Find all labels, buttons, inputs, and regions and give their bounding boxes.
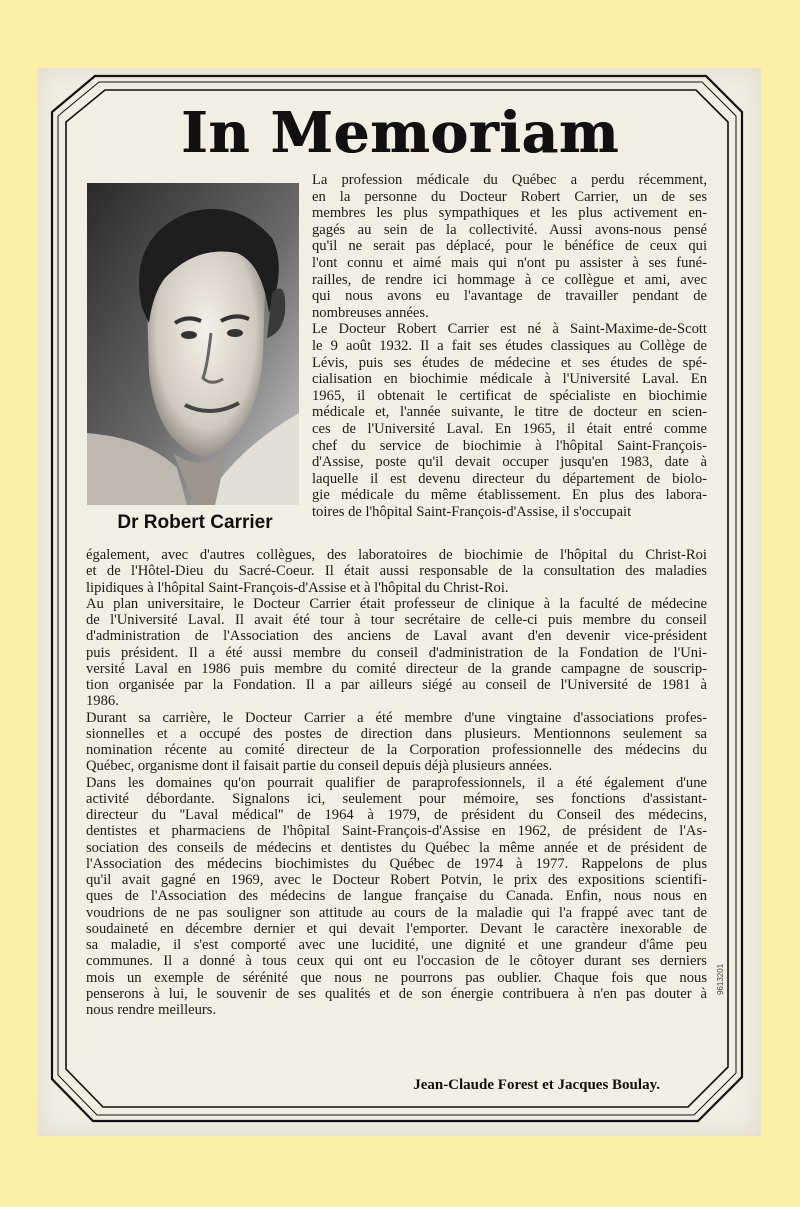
text-line: railles, de rendre ici hommage à ce collègue et ami, avec — [312, 271, 707, 288]
text-line: chef du service de biochimie à l'hôpital Saint-François- — [312, 437, 707, 454]
text-line: 1965, il obtenait le certificat de spécialiste en biochimie — [312, 387, 707, 404]
text-line: Durant sa carrière, le Docteur Carrier a été membre d'une vingtaine d'associations profes- — [86, 709, 707, 726]
text-line: d'administration de l'Association des anciens de Laval avant d'en devenir vice-président — [86, 628, 707, 645]
text-line: gie médicale du même établissement. En plus des labora- — [312, 487, 707, 504]
text-line: penserons à lui, le souvenir de ses qualités et de son énergie contribuera à n'en pas douter à — [86, 985, 707, 1002]
text-line: voudrions de ne pas souligner son attitude au cours de la maladie qui l'a frappé avec tant de — [86, 904, 707, 921]
text-line: Québec, organisme dont il faisait partie du conseil depuis déjà plusieurs années. — [86, 758, 553, 775]
text-line: soudaineté en décembre dernier et qui devait l'emporter. Devant le caractère inexorable de — [86, 920, 707, 937]
text-line: qu'il ne serait pas déplacé, pour le bénéfice de ceux qui — [312, 238, 707, 255]
text-line: l'ont connu et aimé mais qui n'ont pu assister à ses funé- — [312, 254, 707, 271]
text-line: en la personne du Docteur Robert Carrier, un de ses — [312, 188, 707, 205]
text-line: ces de l'Université Laval. En 1965, il était entré comme — [312, 420, 707, 437]
author-signature: Jean-Claude Forest et Jacques Boulay. — [413, 1077, 660, 1093]
paragraph — [312, 172, 707, 321]
paragraph — [86, 710, 707, 775]
paragraph — [86, 775, 707, 1019]
text-line: communes. Il a donné à tous ceux qui ont eu l'occasion de le côtoyer durant ses derniers — [86, 953, 707, 970]
text-line: cialisation en biochimie médicale à l'Université Laval. En — [312, 371, 707, 388]
text-line: 1986. — [86, 693, 119, 710]
text-line: qui nous avons eu l'avantage de travailler pendant de — [312, 288, 707, 305]
text-line: nombreuses années. — [312, 304, 429, 321]
text-line: laquelle il est devenu directeur du département de biolo- — [312, 470, 707, 487]
text-line: activité débordante. Signalons ici, seulement pour mémoire, ses fonctions d'assistant- — [86, 790, 707, 807]
text-line: qu'il avait gagné en 1969, avec le Docteur Robert Potvin, le prix des expositions scientifi- — [86, 872, 707, 888]
text-line: sionnelles et a occupé des postes de direction dans plusieurs. Mentionnons seulement sa — [86, 725, 707, 742]
text-line: et de l'Hôtel-Dieu du Sacré-Coeur. Il était aussi responsable de la consultation des maladies — [86, 563, 707, 580]
text-line: nous rendre meilleurs. — [86, 1002, 217, 1018]
text-line: tion organisée par la Fondation. Il a par ailleurs siégé au conseil de l'Université de 1981 à — [86, 677, 707, 693]
text-line: de l'Université Laval. Il avait été tour à tour secrétaire de celle-ci puis membre du conseil — [86, 612, 707, 628]
text-line: lipidiques à l'hôpital Saint-François-d'Assise et à l'hôpital du Christ-Roi. — [86, 579, 509, 596]
text-line: membres les plus sympathiques et les plus activement en- — [312, 205, 707, 222]
text-line: Le Docteur Robert Carrier est né à Saint-Maxime-de-Scott — [312, 321, 707, 338]
paragraph — [312, 321, 707, 520]
portrait-photo — [87, 183, 299, 505]
text-line: directeur du ''Laval médical'' de 1964 à 1979, de président du Conseil des médecins, — [86, 807, 707, 823]
text-line: ques de l'Association des médecins de langue française du Canada. Enfin, nous nous en — [86, 888, 707, 905]
text-line: gagés au sein de la collectivité. Aussi avons-nous pensé — [312, 221, 707, 238]
text-line: le 9 août 1932. Il a fait ses études classiques au Collège de — [312, 337, 707, 354]
margin-code: 9613201 — [716, 963, 725, 995]
article-column — [312, 172, 707, 520]
text-line: l'Association des médecins biochimistes du Québec de 1974 à 1977. Rappelons de plus — [86, 855, 707, 872]
photo-caption: Dr Robert Carrier — [117, 512, 273, 533]
text-line: Dans les domaines qu'on pourrait qualifier de paraprofessionnels, il a été également d'une — [86, 774, 707, 791]
text-line: Au plan universitaire, le Docteur Carrier était professeur de clinique à la faculté de médecine — [86, 595, 707, 612]
text-line: versité Laval en 1986 puis membre du comité directeur de la grande campagne de souscrip- — [86, 660, 707, 677]
text-line: d'Assise, poste qu'il devait occuper jusqu'en 1983, date à — [312, 454, 707, 471]
text-line: toires de l'hôpital Saint-François-d'Assise, il s'occupait — [312, 503, 632, 520]
text-line: sociation des conseils de médecins et dentistes du Québec la même année et de président de — [86, 839, 707, 856]
text-line: Lévis, puis ses études de médecine et ses études de spé- — [312, 354, 707, 371]
text-line: La profession médicale du Québec a perdu récemment, — [312, 172, 707, 188]
paragraph — [86, 547, 707, 596]
text-line: dentistes et pharmaciens de l'hôpital Saint-François-d'Assise en 1962, de président de l'As- — [86, 823, 707, 840]
text-line: sa maladie, il s'est comporté avec une lucidité, une dignité et une grandeur d'âme peu — [86, 937, 707, 953]
article-body — [86, 547, 707, 1018]
text-line: nomination récente au comité directeur de la Corporation professionnelle des médecins du — [86, 742, 707, 758]
text-line: puis président. Il a été aussi membre du conseil d'administration de la Fondation de l'Uni- — [86, 644, 707, 661]
text-line: également, avec d'autres collègues, des laboratoires de biochimie de l'hôpital du Christ-Roi — [86, 547, 707, 563]
text-line: médicale et, l'année suivante, le titre de docteur en scien- — [312, 404, 707, 421]
page-title: In Memoriam — [181, 100, 619, 166]
text-line: mois un exemple de sérénité que nous ne pourrons pas oublier. Chaque fois que nous — [86, 969, 707, 986]
paragraph — [86, 596, 707, 710]
